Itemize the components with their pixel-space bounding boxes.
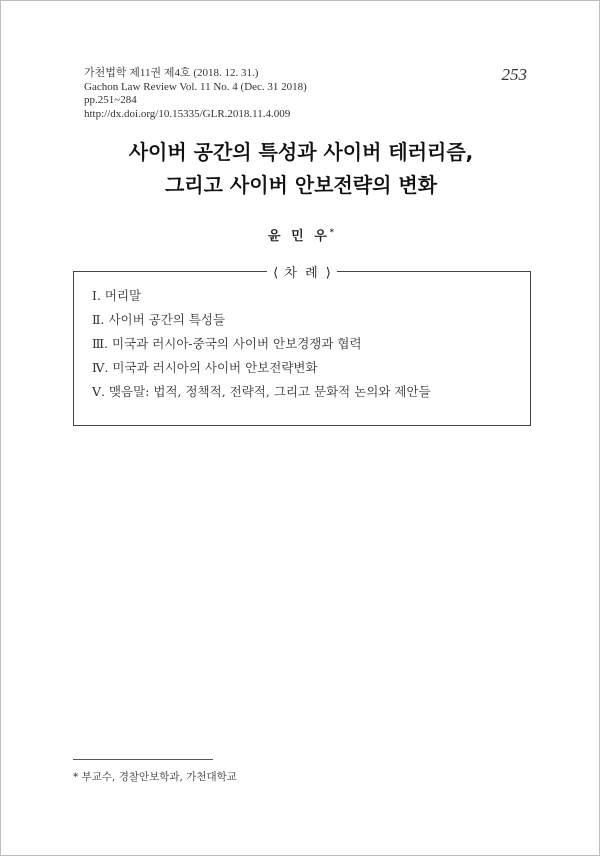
journal-doi: http://dx.doi.org/10.15335/GLR.2018.11.4.009 (84, 107, 291, 120)
paper-title (1, 136, 600, 202)
journal-meta (84, 67, 307, 121)
journal-issue: 가천법학 제11권 제4호 (2018. 12. 31.) (84, 67, 259, 79)
title-line-2: 그리고 사이버 안보전략의 변화 (164, 173, 438, 197)
toc-item: Ⅰ. 머리말 (92, 288, 142, 303)
toc-item: Ⅳ. 미국과 러시아의 사이버 안보전략변화 (92, 360, 318, 375)
left-angle-icon: ⟨ (273, 266, 279, 281)
toc-list (92, 284, 431, 404)
toc-item: Ⅲ. 미국과 러시아-중국의 사이버 안보경쟁과 협력 (92, 336, 362, 351)
author (1, 225, 600, 244)
author-footnote-mark: * (329, 226, 334, 237)
toc-heading-wrapper (74, 262, 530, 281)
author-name: 윤 민 우 (268, 229, 330, 244)
page-number: 253 (501, 65, 527, 84)
author-footnote: * 부교수, 경찰안보학과, 가천대학교 (73, 771, 237, 783)
journal-english-issue: Gachon Law Review Vol. 11 No. 4 (Dec. 31 2018) (84, 80, 307, 93)
journal-pages: pp.251~284 (84, 94, 137, 106)
right-angle-icon: ⟩ (325, 266, 331, 281)
toc-item: Ⅴ. 맺음말: 법적, 정책적, 전략적, 그리고 문화적 논의와 제안들 (92, 384, 431, 399)
toc-item: Ⅱ. 사이버 공간의 특성들 (92, 312, 226, 327)
toc-heading-text: 차 례 (284, 266, 320, 281)
table-of-contents (73, 266, 531, 426)
toc-heading (267, 266, 337, 281)
title-line-1: 사이버 공간의 특성과 사이버 테러리즘, (128, 140, 474, 164)
footnote-divider (73, 759, 213, 760)
